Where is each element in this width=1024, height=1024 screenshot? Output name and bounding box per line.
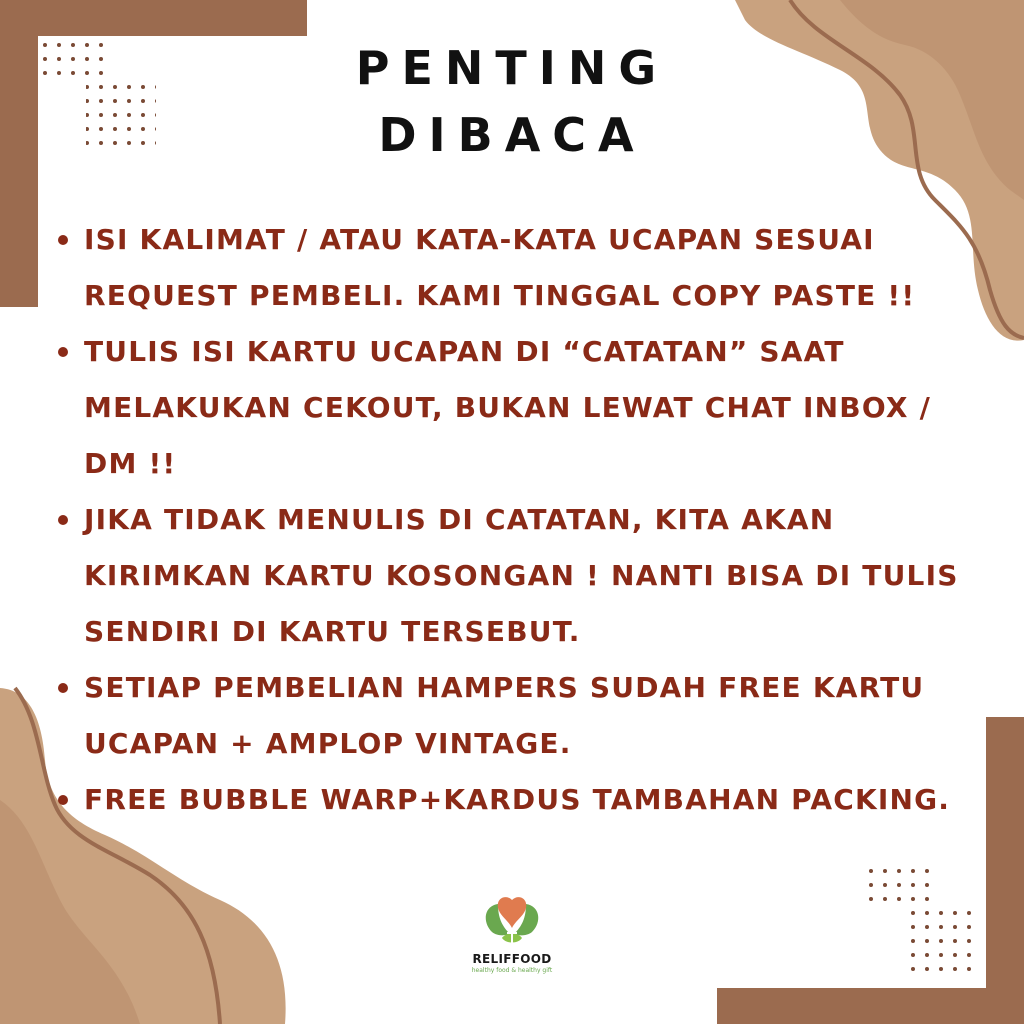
dot-grid-bottom-right: [868, 868, 938, 910]
dot-grid-bottom-right-2: [910, 910, 980, 980]
list-item: [58, 212, 988, 324]
bullet-icon: [58, 235, 68, 245]
rule-text: FREE BUBBLE WARP+KARDUS TAMBAHAN PACKING.: [84, 783, 951, 816]
list-item: [58, 324, 988, 492]
rules-list: [58, 212, 988, 828]
list-item: [58, 660, 988, 772]
brand-tagline: healthy food & healthy gift: [471, 967, 553, 974]
bullet-icon: [58, 795, 68, 805]
bullet-icon: [58, 347, 68, 357]
rule-text: ISI KALIMAT / ATAU KATA-KATA UCAPAN SESUAI REQUEST PEMBELI. KAMI TINGGAL COPY PASTE !!: [84, 223, 916, 312]
title-line-2: DIBACA: [378, 108, 646, 162]
leaf-heart-icon: [482, 892, 542, 950]
dot-grid-top-left-2: [86, 84, 156, 154]
rule-text: TULIS ISI KARTU UCAPAN DI “CATATAN” SAAT MELAKUKAN CEKOUT, BUKAN LEWAT CHAT INBOX / DM !!: [84, 335, 931, 480]
bullet-icon: [58, 683, 68, 693]
dot-grid-top-left: [42, 42, 112, 84]
brand-logo: [462, 892, 562, 974]
rule-text: JIKA TIDAK MENULIS DI CATATAN, KITA AKAN KIRIMKAN KARTU KOSONGAN ! NANTI BISA DI TULIS SENDIRI DI KARTU TERSEBUT.: [84, 503, 959, 648]
list-item: [58, 772, 988, 828]
rule-text: SETIAP PEMBELIAN HAMPERS SUDAH FREE KARTU UCAPAN + AMPLOP VINTAGE.: [84, 671, 925, 760]
title-line-1: PENTING: [355, 41, 669, 95]
bullet-icon: [58, 515, 68, 525]
brand-name: RELIFFOOD: [472, 952, 552, 966]
list-item: [58, 492, 988, 660]
